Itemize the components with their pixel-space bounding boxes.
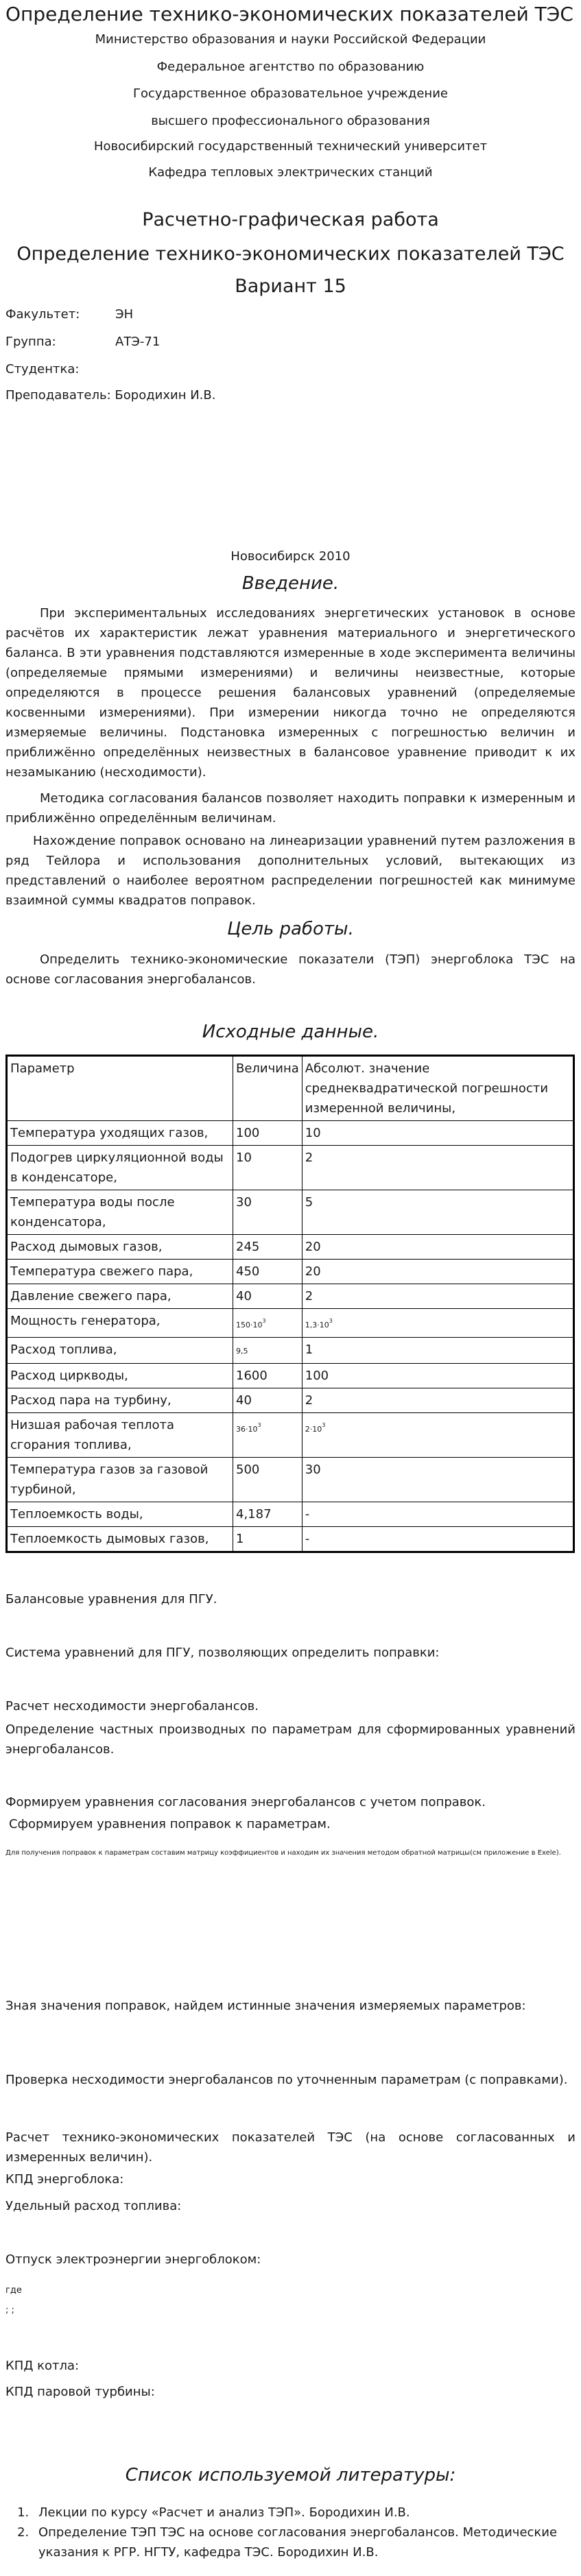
cell-value: [233, 1338, 303, 1364]
cell-value: [233, 1388, 303, 1413]
org-line-agency: Федеральное агентство по образованию: [156, 60, 425, 74]
kpd-block: КПД энергоблока:: [5, 2172, 124, 2187]
cell-error: [302, 1190, 573, 1235]
cell-error-text: 30: [305, 1462, 321, 1477]
cell-value-exponent: 3: [262, 1318, 266, 1324]
meta-group: [5, 335, 161, 349]
cell-value-text: 40: [236, 1289, 252, 1303]
cell-error-text: 20: [305, 1264, 321, 1279]
literature-list: [5, 2503, 581, 2562]
org-line-department: Кафедра тепловых электрических станций: [148, 165, 433, 180]
power-release: Отпуск электроэнергии энергоблоком:: [5, 2252, 261, 2267]
intro-heading: Введение.: [241, 573, 340, 594]
cell-value-text: 1: [236, 1532, 244, 1546]
cell-error: [302, 1527, 573, 1552]
cell-param: Теплоемкость дымовых газов,: [7, 1527, 233, 1552]
meta-faculty: [5, 307, 134, 322]
cell-error: [302, 1260, 573, 1284]
cell-error: [302, 1284, 573, 1309]
form-corrections-text: Сформируем уравнения поправок к параметрам.: [9, 1817, 331, 1831]
cell-value: [233, 1413, 303, 1458]
cell-error-text: 1,3·10: [305, 1321, 329, 1329]
header-param: Параметр: [7, 1056, 233, 1121]
cell-param: Давление свежего пара,: [7, 1284, 233, 1309]
header-value: Величина: [233, 1056, 303, 1121]
cell-param: Расход циркводы,: [7, 1364, 233, 1388]
cell-error-text: 100: [305, 1369, 329, 1383]
goal-heading: Цель работы.: [227, 919, 354, 939]
cell-error-text: 2: [305, 1289, 313, 1303]
tep-calculation: Расчет технико-экономических показателей ТЭС (на основе согласованных и измеренных величин).: [5, 2130, 576, 2165]
cell-error-exponent: 3: [322, 1422, 326, 1428]
cell-param: Температура газов за газовой турбиной,: [7, 1458, 233, 1502]
table-row: [7, 1364, 574, 1388]
cell-error-text: 10: [305, 1126, 321, 1140]
cell-error: [302, 1121, 573, 1146]
cell-error: [302, 1413, 573, 1458]
balance-equations: Балансовые уравнения для ПГУ.: [5, 1592, 217, 1606]
knowing-corrections: Зная значения поправок, найдем истинные значения измеряемых параметров:: [5, 1999, 526, 2013]
cell-value: [233, 1190, 303, 1235]
cell-param: Подогрев циркуляционной воды в конденсаторе,: [7, 1146, 233, 1190]
table-row: [7, 1235, 574, 1260]
cell-error-text: 2: [305, 1393, 313, 1408]
cell-value: [233, 1260, 303, 1284]
cell-error-text: 5: [305, 1195, 313, 1209]
cell-error: [302, 1309, 573, 1338]
cell-value: [233, 1284, 303, 1309]
where-note: где: [5, 2285, 22, 2296]
cell-value: [233, 1502, 303, 1527]
initial-data-heading: Исходные данные.: [202, 1022, 379, 1042]
cell-value-text: 4,187: [236, 1507, 272, 1521]
cell-value: [233, 1458, 303, 1502]
semicolons: ; ;: [5, 2305, 14, 2315]
cell-error: [302, 1146, 573, 1190]
form-corrections: [5, 1817, 331, 1831]
cell-param: Расход дымовых газов,: [7, 1235, 233, 1260]
cell-value-text: 40: [236, 1393, 252, 1408]
table-row: [7, 1260, 574, 1284]
literature-heading: Список используемой литературы:: [125, 2465, 456, 2485]
matrix-note: Для получения поправок к параметрам составим матрицу коэффициентов и находим их значения методом обратной матрицы(см приложение в Exele).: [5, 1849, 561, 1857]
cell-param: Низшая рабочая теплота сгорания топлива,: [7, 1413, 233, 1458]
calc-residual: Расчет несходимости энергобалансов.: [5, 1699, 259, 1713]
cell-param: Температура свежего пара,: [7, 1260, 233, 1284]
intro-paragraph-1: При экспериментальных исследованиях энергетических установок в основе расчётов их характеристик лежат уравнения материального и энергетического баланса. В эти уравнения подставляются измеренные в ходе эксперимента величины (определяемые прямыми измерениями) и величины неизвестные, которые определяются в процессе решения балансовых уравнений (определяемые косвенными измерениями). При измерении никогда точно не определяются измеряемые величины. Подстановка измеренных с погрешностью величин и приближённо определённых неизвестных в балансовое уравнение приводит к их незамыканию (несходимости).: [5, 606, 576, 780]
cell-value-text: 245: [236, 1240, 260, 1254]
intro-paragraph-2: Методика согласования балансов позволяет находить поправки к измеренным и приближённо определённым величинам.: [5, 791, 576, 826]
cell-value-text: 500: [236, 1462, 260, 1477]
cell-error: [302, 1364, 573, 1388]
cell-param: Температура уходящих газов,: [7, 1121, 233, 1146]
cell-param: Температура воды после конденсатора,: [7, 1190, 233, 1235]
city-year: Новосибирск 2010: [230, 549, 351, 564]
variant: Вариант 15: [235, 276, 346, 297]
table-row: [7, 1121, 574, 1146]
cell-value-text: 30: [236, 1195, 252, 1209]
cell-error-text: -: [305, 1532, 310, 1546]
cell-error-text: -: [305, 1507, 310, 1521]
kpd-turbine: КПД паровой турбины:: [5, 2385, 155, 2399]
group-value: АТЭ-71: [115, 335, 161, 349]
goal-text: Определить технико-экономические показатели (ТЭП) энергоблока ТЭС на основе согласования энергобалансов.: [5, 952, 576, 987]
student-label: Студентка:: [5, 362, 80, 376]
check-residual: Проверка несходимости энергобалансов по уточненным параметрам (с поправками).: [5, 2073, 568, 2087]
table-row: [7, 1146, 574, 1190]
work-title: Определение технико-экономических показателей ТЭС: [16, 243, 565, 265]
table-row: [7, 1309, 574, 1338]
table-row: [7, 1458, 574, 1502]
table-row: [7, 1190, 574, 1235]
org-line-ministry: Министерство образования и науки Российской Федерации: [95, 32, 486, 47]
literature-item: 1. Лекции по курсу «Расчет и анализ ТЭП». Бородихин И.В.: [33, 2503, 581, 2523]
cell-value-text: 9,5: [236, 1347, 248, 1356]
intro-paragraph-3: Нахождение поправок основано на линеаризации уравнений путем разложения в ряд Тейлора и использования дополнительных условий, вытекающих из представлений о наиболее вероятном распределении погрешностей как минимуме взаимной суммы квадратов поправок.: [5, 834, 576, 908]
cell-error-text: 1: [305, 1343, 313, 1357]
cell-param: Мощность генератора,: [7, 1309, 233, 1338]
group-label: Группа:: [5, 335, 56, 349]
cell-error-text: 20: [305, 1240, 321, 1254]
cell-value-text: 1600: [236, 1369, 268, 1383]
cell-value: [233, 1309, 303, 1338]
meta-teacher: [5, 388, 215, 402]
cell-value-exponent: 3: [257, 1422, 261, 1428]
work-type: Расчетно-графическая работа: [142, 209, 439, 230]
cell-error: [302, 1458, 573, 1502]
header-error: Абсолют. значение среднеквадратической погрешности измеренной величины,: [302, 1056, 573, 1121]
kpd-boiler: КПД котла:: [5, 2359, 80, 2373]
cell-param: Расход пара на турбину,: [7, 1388, 233, 1413]
cell-value-text: 10: [236, 1151, 252, 1165]
initial-data-table: [5, 1055, 575, 1553]
cell-error: [302, 1338, 573, 1364]
cell-value: [233, 1527, 303, 1552]
org-line-university: Новосибирский государственный технический университет: [93, 139, 488, 154]
faculty-value: ЭН: [115, 307, 134, 322]
form-equations: Формируем уравнения согласования энергобалансов с учетом поправок.: [5, 1795, 486, 1809]
cell-value: [233, 1146, 303, 1190]
table-row: [7, 1338, 574, 1364]
system-equations: Система уравнений для ПГУ, позволяющих определить поправки:: [5, 1646, 440, 1660]
partial-derivatives: Определение частных производных по параметрам для сформированных уравнений энергобалансов.: [5, 1722, 576, 1757]
cell-value-text: 100: [236, 1126, 260, 1140]
table-row: [7, 1502, 574, 1527]
cell-param: Теплоемкость воды,: [7, 1502, 233, 1527]
cell-value: [233, 1121, 303, 1146]
cell-error-text: 2: [305, 1151, 313, 1165]
table-header-row: [7, 1056, 574, 1121]
cell-value-text: 450: [236, 1264, 260, 1279]
meta-student: [5, 362, 79, 376]
cell-value: [233, 1235, 303, 1260]
cell-error: [302, 1502, 573, 1527]
cell-value: [233, 1364, 303, 1388]
org-line-level: высшего профессионального образования: [151, 114, 430, 128]
table-row: [7, 1413, 574, 1458]
teacher-label: Преподаватель:: [5, 388, 111, 402]
cell-error-exponent: 3: [329, 1318, 333, 1324]
teacher-value: Бородихин И.В.: [115, 388, 216, 402]
cell-value-text: 150·10: [236, 1321, 263, 1329]
document-title: Определение технико-экономических показателей ТЭС: [5, 3, 573, 25]
cell-error-text: 2·10: [305, 1425, 322, 1434]
cell-param: Расход топлива,: [7, 1338, 233, 1364]
cell-value-text: 36·10: [236, 1425, 258, 1434]
org-line-institution: Государственное образовательное учреждение: [133, 86, 448, 101]
table-row: [7, 1284, 574, 1309]
literature-item: 2. Определение ТЭП ТЭС на основе согласования энергобалансов. Методические указания к РГР. НГТУ, кафедра ТЭС. Бородихин И.В.: [33, 2523, 581, 2562]
cell-error: [302, 1388, 573, 1413]
cell-error: [302, 1235, 573, 1260]
faculty-label: Факультет:: [5, 307, 80, 322]
specific-fuel: Удельный расход топлива:: [5, 2199, 182, 2213]
table-row: [7, 1527, 574, 1552]
table-row: [7, 1388, 574, 1413]
